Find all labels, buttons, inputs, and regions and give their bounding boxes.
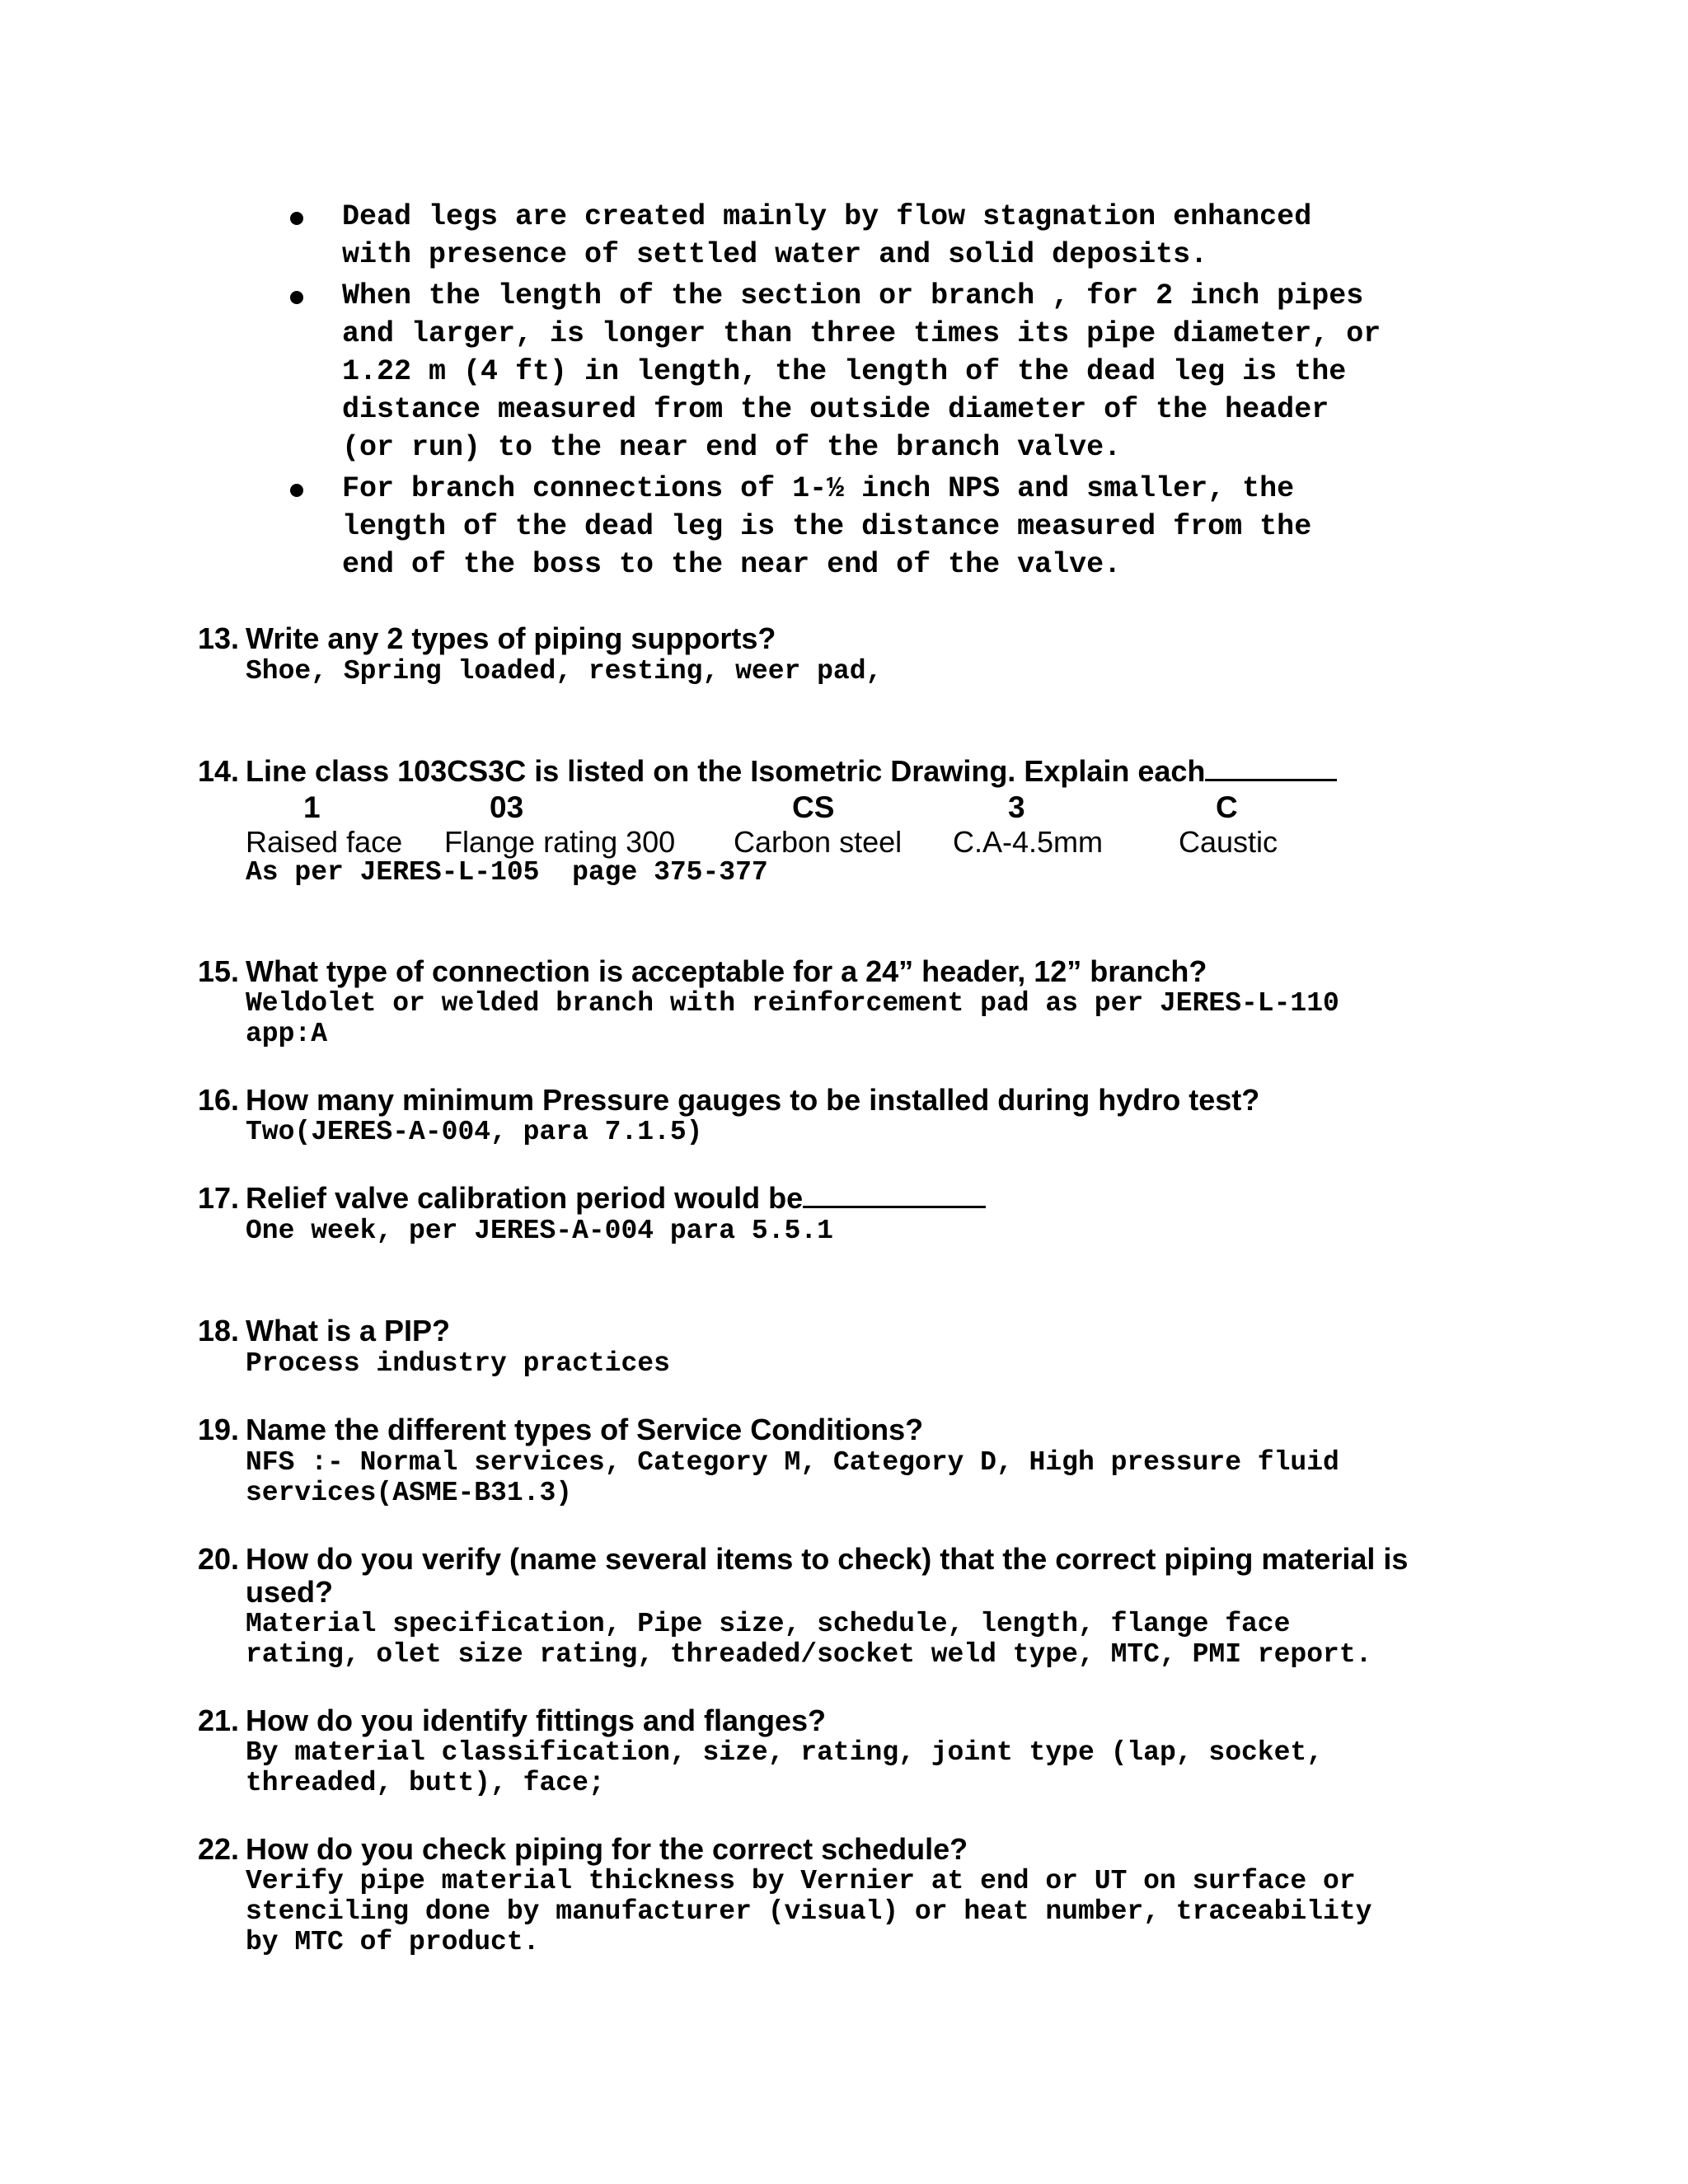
answer-21 bbox=[246, 1737, 1323, 1798]
question-number: 14. bbox=[198, 754, 240, 788]
bullet-dot bbox=[290, 291, 303, 304]
answer-line: Process industry practices bbox=[246, 1348, 670, 1379]
question-13 bbox=[198, 622, 776, 655]
line-class-meaning: Flange rating 300 bbox=[444, 825, 676, 859]
bullet-dot bbox=[290, 212, 303, 225]
line-class-meaning: Carbon steel bbox=[734, 825, 903, 859]
line-class-code: 03 bbox=[490, 790, 524, 824]
line-class-meaning: Caustic bbox=[1179, 825, 1278, 859]
bullet-dot bbox=[290, 484, 303, 497]
question-text: How do you verify (name several items to check) that the correct piping material is bbox=[246, 1542, 1409, 1576]
question-15 bbox=[198, 955, 1207, 988]
question-17 bbox=[198, 1181, 986, 1215]
line-class-meaning: Raised face bbox=[246, 825, 403, 859]
question-text: How do you identify fittings and flanges? bbox=[246, 1704, 826, 1737]
question-number: 16. bbox=[198, 1083, 240, 1117]
question-number: 21. bbox=[198, 1704, 240, 1737]
question-number: 20. bbox=[198, 1542, 240, 1576]
question-22 bbox=[198, 1833, 968, 1866]
question-number: 17. bbox=[198, 1181, 240, 1215]
bullet-line: with presence of settled water and solid deposits. bbox=[342, 238, 1208, 271]
answer-20 bbox=[246, 1609, 1372, 1670]
answer-14 bbox=[246, 857, 768, 888]
bullet-line: When the length of the section or branch , for 2 inch pipes bbox=[342, 279, 1364, 312]
answer-blank bbox=[803, 1181, 986, 1208]
question-text: What type of connection is acceptable for a 24” header, 12” branch? bbox=[246, 954, 1207, 988]
bullet-line: end of the boss to the near end of the valve. bbox=[342, 548, 1122, 581]
question-text: used? bbox=[246, 1575, 334, 1609]
answer-line: Two(JERES-A-004, para 7.1.5) bbox=[246, 1117, 703, 1147]
question-number: 19. bbox=[198, 1413, 240, 1446]
question-19 bbox=[198, 1413, 923, 1446]
question-16 bbox=[198, 1084, 1259, 1117]
answer-line: Material specification, Pipe size, schedule, length, flange face bbox=[246, 1609, 1291, 1639]
bullet-line: 1.22 m (4 ft) in length, the length of the dead leg is the bbox=[342, 355, 1347, 388]
question-text: What is a PIP? bbox=[246, 1314, 451, 1347]
answer-line: Shoe, Spring loaded, resting, weer pad, bbox=[246, 656, 883, 687]
question-text: How do you check piping for the correct schedule? bbox=[246, 1832, 968, 1866]
line-class-code: 3 bbox=[1008, 790, 1025, 824]
bullet-line: and larger, is longer than three times its pipe diameter, or bbox=[342, 317, 1381, 350]
question-text: Relief valve calibration period would be bbox=[246, 1181, 804, 1215]
answer-line: rating, olet size rating, threaded/socket weld type, MTC, PMI report. bbox=[246, 1639, 1372, 1670]
bullet-line: distance measured from the outside diameter of the header bbox=[342, 393, 1329, 426]
question-text: Write any 2 types of piping supports? bbox=[246, 621, 776, 655]
answer-22 bbox=[246, 1866, 1372, 1957]
question-text: Name the different types of Service Conditions? bbox=[246, 1413, 924, 1446]
question-14 bbox=[198, 754, 1337, 788]
line-class-code: CS bbox=[792, 790, 835, 824]
answer-line: stenciling done by manufacturer (visual) or heat number, traceability bbox=[246, 1896, 1372, 1927]
answer-line: services(ASME-B31.3) bbox=[246, 1478, 573, 1508]
answer-line: Verify pipe material thickness by Vernier at end or UT on surface or bbox=[246, 1866, 1356, 1896]
bullet-item bbox=[342, 470, 1311, 583]
line-class-meaning: C.A-4.5mm bbox=[953, 825, 1104, 859]
answer-blank bbox=[1205, 754, 1337, 781]
answer-line: by MTC of product. bbox=[246, 1927, 540, 1957]
question-20 bbox=[198, 1543, 1408, 1576]
bullet-line: length of the dead leg is the distance measured from the bbox=[342, 510, 1312, 543]
answer-line: Weldolet or welded branch with reinforcement pad as per JERES-L-110 bbox=[246, 988, 1339, 1019]
answer-15 bbox=[246, 988, 1339, 1049]
answer-line: app:A bbox=[246, 1019, 328, 1049]
answer-18 bbox=[246, 1348, 670, 1379]
line-class-code: 1 bbox=[303, 790, 321, 824]
question-text: Line class 103CS3C is listed on the Isometric Drawing. Explain each bbox=[246, 754, 1206, 788]
answer-line: threaded, butt), face; bbox=[246, 1768, 605, 1798]
question-number: 13. bbox=[198, 621, 240, 655]
bullet-line: Dead legs are created mainly by flow stagnation enhanced bbox=[342, 200, 1312, 233]
answer-line: As per JERES-L-105 page 375-377 bbox=[246, 857, 768, 888]
question-number: 18. bbox=[198, 1314, 240, 1347]
bullet-line: (or run) to the near end of the branch valve. bbox=[342, 431, 1122, 464]
answer-line: NFS :- Normal services, Category M, Category D, High pressure fluid bbox=[246, 1447, 1339, 1478]
question-number: 15. bbox=[198, 954, 240, 988]
bullet-line: For branch connections of 1-½ inch NPS and smaller, the bbox=[342, 472, 1295, 505]
answer-16 bbox=[246, 1117, 703, 1147]
question-number: 22. bbox=[198, 1832, 240, 1866]
answer-line: By material classification, size, rating, joint type (lap, socket, bbox=[246, 1737, 1324, 1768]
bullet-item bbox=[342, 277, 1381, 466]
bullet-item bbox=[342, 198, 1311, 274]
question-text: How many minimum Pressure gauges to be installed during hydro test? bbox=[246, 1083, 1260, 1117]
answer-line: One week, per JERES-A-004 para 5.5.1 bbox=[246, 1216, 833, 1246]
answer-19 bbox=[246, 1447, 1339, 1508]
question-21 bbox=[198, 1704, 826, 1737]
line-class-code: C bbox=[1216, 790, 1238, 824]
question-18 bbox=[198, 1315, 450, 1347]
answer-13 bbox=[246, 656, 882, 687]
answer-17 bbox=[246, 1216, 833, 1246]
question-20-continued bbox=[246, 1576, 333, 1609]
